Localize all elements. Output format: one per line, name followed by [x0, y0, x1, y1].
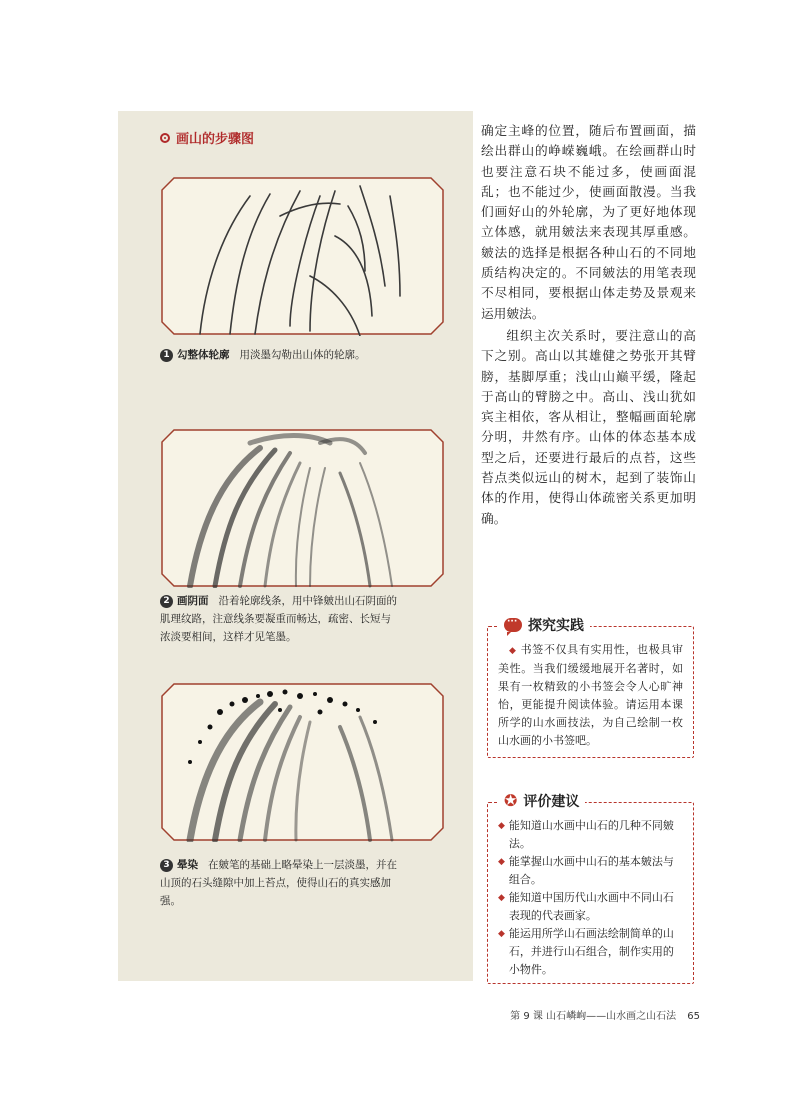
chat-bubble-icon — [504, 618, 522, 632]
evaluation-title-text: 评价建议 — [523, 794, 580, 810]
page-footer — [500, 1007, 700, 1022]
practice-box-title — [498, 615, 590, 635]
evaluation-item — [498, 925, 683, 979]
section-title-text: 画山的步骤图 — [176, 132, 255, 147]
diamond-bullet-icon: ◆ — [509, 646, 517, 656]
step-3-caption — [160, 856, 400, 910]
practice-body — [488, 627, 693, 760]
step-1-illustration — [160, 176, 445, 336]
step-number: 3 — [160, 859, 173, 872]
diamond-bullet-icon: ◆ — [498, 857, 505, 867]
practice-title-text: 探究实践 — [528, 618, 584, 634]
section-title — [160, 128, 254, 147]
step-2-illustration — [160, 428, 445, 588]
evaluation-item — [498, 889, 683, 925]
main-text — [481, 121, 696, 529]
evaluation-item-text: 能运用所学山石画法绘制简单的山石，并进行山石组合，制作实用的小物件。 — [508, 927, 674, 976]
step-number: 1 — [160, 349, 173, 362]
star-icon: ✪ — [504, 791, 518, 810]
step-title: 画阴面 — [177, 595, 209, 607]
paragraph-1: 确定主峰的位置，随后布置画面，描绘出群山的峥嵘巍峨。在绘画群山时也要注意石块不能过多，使画面混乱；也不能过少，使画面散漫。当我们画好山的外轮廓，为了更好地体现立体感，就用皴法来表现其厚重感。皴法的选择是根据各种山石的不同地质结构决定的。不同皴法的用笔表现不尽相同，要根据山体走势及景观来运用皴法。 — [481, 123, 696, 321]
diamond-bullet-icon: ◆ — [498, 821, 505, 831]
evaluation-item-text: 能知道山水画中山石的几种不同皴法。 — [508, 819, 674, 850]
step-3-illustration — [160, 682, 445, 842]
page-number: 65 — [687, 1011, 700, 1022]
practice-text: 书签不仅具有实用性，也极具审美性。当我们缓缓地展开名著时，如果有一枚精致的小书签会令人心旷神怡，更能提升阅读体验。请运用本课所学的山水画技法，为自己绘制一枚山水画的小书签吧。 — [498, 643, 684, 747]
evaluation-box — [487, 791, 694, 984]
evaluation-item-text: 能掌握山水画中山石的基本皴法与组合。 — [508, 855, 674, 886]
evaluation-item — [498, 853, 683, 889]
evaluation-item-text: 能知道中国历代山水画中不同山石表现的代表画家。 — [508, 891, 674, 922]
step-text: 在皴笔的基础上略晕染上一层淡墨，并在山顶的石头缝隙中加上苔点，使得山石的真实感加强。 — [160, 859, 397, 907]
practice-box — [487, 618, 694, 758]
paragraph-2: 组织主次关系时，要注意山的高下之别。高山以其雄健之势张开其臂膀，基脚厚重；浅山山巅平缓，隆起于高山的臂膀之中。高山、浅山犹如宾主相依，客从相让，整幅画面轮廓分明，井然有序。山体的体态基本成型之后，还要进行最后的点苔，这些苔点类似远山的树木，起到了装饰山体的作用，使得山体疏密关系更加明确。 — [481, 327, 696, 526]
step-number: 2 — [160, 595, 173, 608]
footer-title: 山石嶙峋——山水画之山石法 — [546, 1011, 677, 1022]
diamond-bullet-icon: ◆ — [498, 929, 505, 939]
step-title: 勾整体轮廓 — [177, 349, 230, 361]
target-icon — [160, 133, 170, 143]
practice-text-wrap — [498, 641, 683, 750]
evaluation-item — [498, 817, 683, 853]
step-1-caption — [160, 346, 400, 364]
step-text: 沿着轮廓线条，用中锋皴出山石阴面的肌理纹路，注意线条要凝重而畅达，疏密、长短与浓淡要相间，这样才见笔墨。 — [160, 595, 397, 643]
diamond-bullet-icon: ◆ — [498, 893, 505, 903]
evaluation-box-title — [498, 791, 585, 811]
step-text: 用淡墨勾勒出山体的轮廓。 — [239, 349, 366, 361]
step-title: 晕染 — [177, 859, 198, 871]
footer-lesson: 第 9 课 — [510, 1011, 543, 1022]
step-2-caption — [160, 592, 400, 646]
evaluation-list — [488, 803, 693, 989]
